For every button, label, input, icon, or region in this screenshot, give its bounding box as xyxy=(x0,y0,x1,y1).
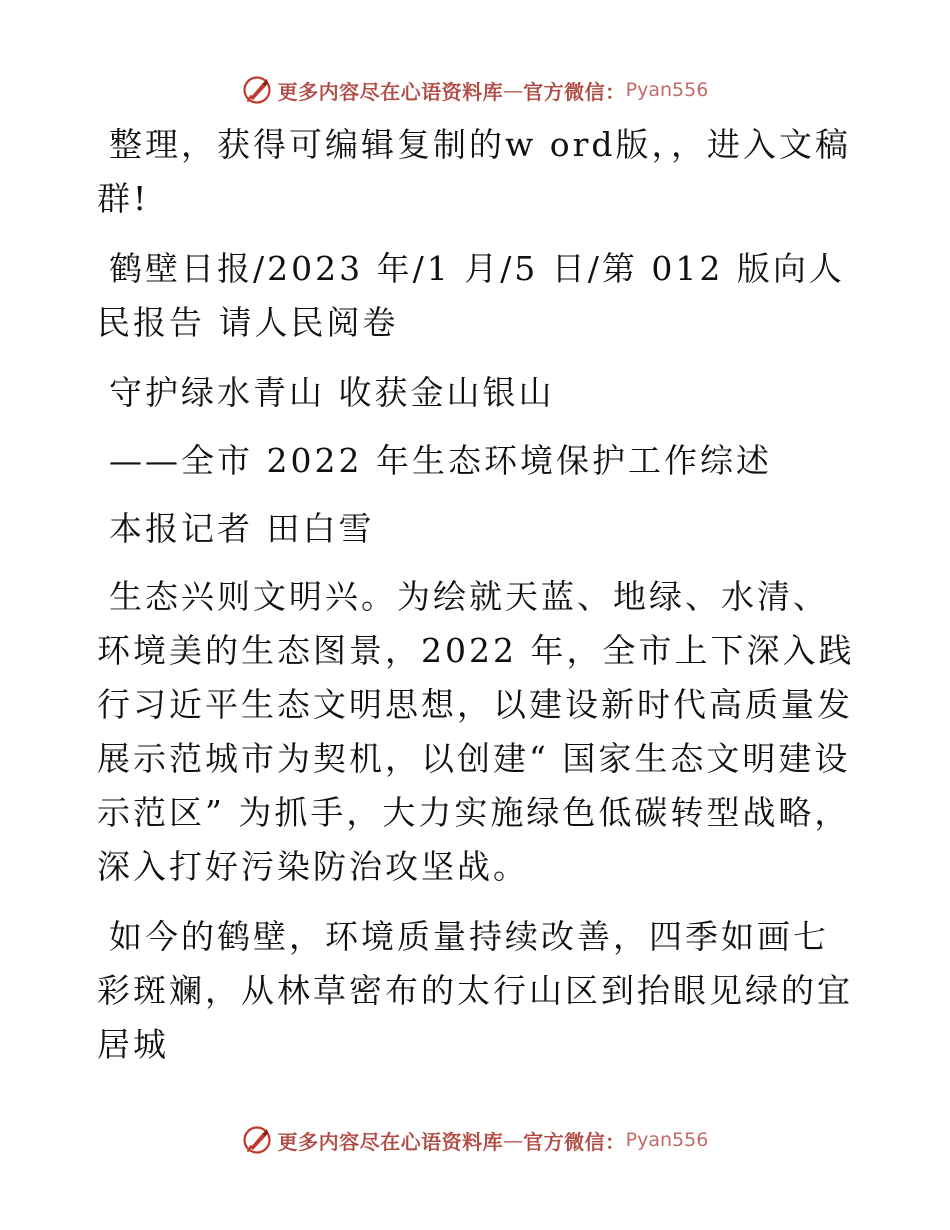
watermark-text: 更多内容尽在心语资料库 xyxy=(277,79,504,104)
document-body xyxy=(97,118,857,1088)
watermark-id: Pyan556 xyxy=(625,79,709,101)
paragraph-intro: 整理，获得可编辑复制的w ord版，，进入文稿群! xyxy=(97,125,852,218)
watermark-suffix: 官方微信： xyxy=(523,79,626,104)
watermark-dash: — xyxy=(503,1128,524,1152)
quill-pen-circle-icon xyxy=(242,1125,272,1155)
watermark-suffix: 官方微信： xyxy=(523,1129,626,1154)
header-watermark xyxy=(0,70,950,110)
watermark-text: 更多内容尽在心语资料库 xyxy=(277,1129,504,1154)
article-title: 守护绿水青山 收获金山银山 xyxy=(109,373,555,412)
watermark-dash: — xyxy=(503,78,524,102)
paragraph-body-2: 如今的鹤壁，环境质量持续改善，四季如画七彩斑斓，从林草密布的太行山区到抬眼见绿的宜居城 xyxy=(97,917,853,1064)
paragraph-body-1: 生态兴则文明兴。为绘就天蓝、地绿、水清、环境美的生态图景，2022 年，全市上下深入践行习近平生态文明思想，以建设新时代高质量发展示范城市为契机，以创建“ 国家生态文明建设示范区” 为抓手，大力实施绿色低碳转型战略，深入打好污染防治攻坚战。 xyxy=(97,577,855,886)
footer-watermark xyxy=(0,1120,950,1160)
watermark-id: Pyan556 xyxy=(625,1129,709,1151)
quill-pen-circle-icon xyxy=(242,75,272,105)
article-subtitle: ——全市 2022 年生态环境保护工作综述 xyxy=(109,441,772,480)
paragraph-source: 鹤壁日报/2023 年/1 月/5 日/第 012 版向人民报告 请人民阅卷 xyxy=(97,249,845,342)
article-byline: 本报记者 田白雪 xyxy=(109,509,375,548)
